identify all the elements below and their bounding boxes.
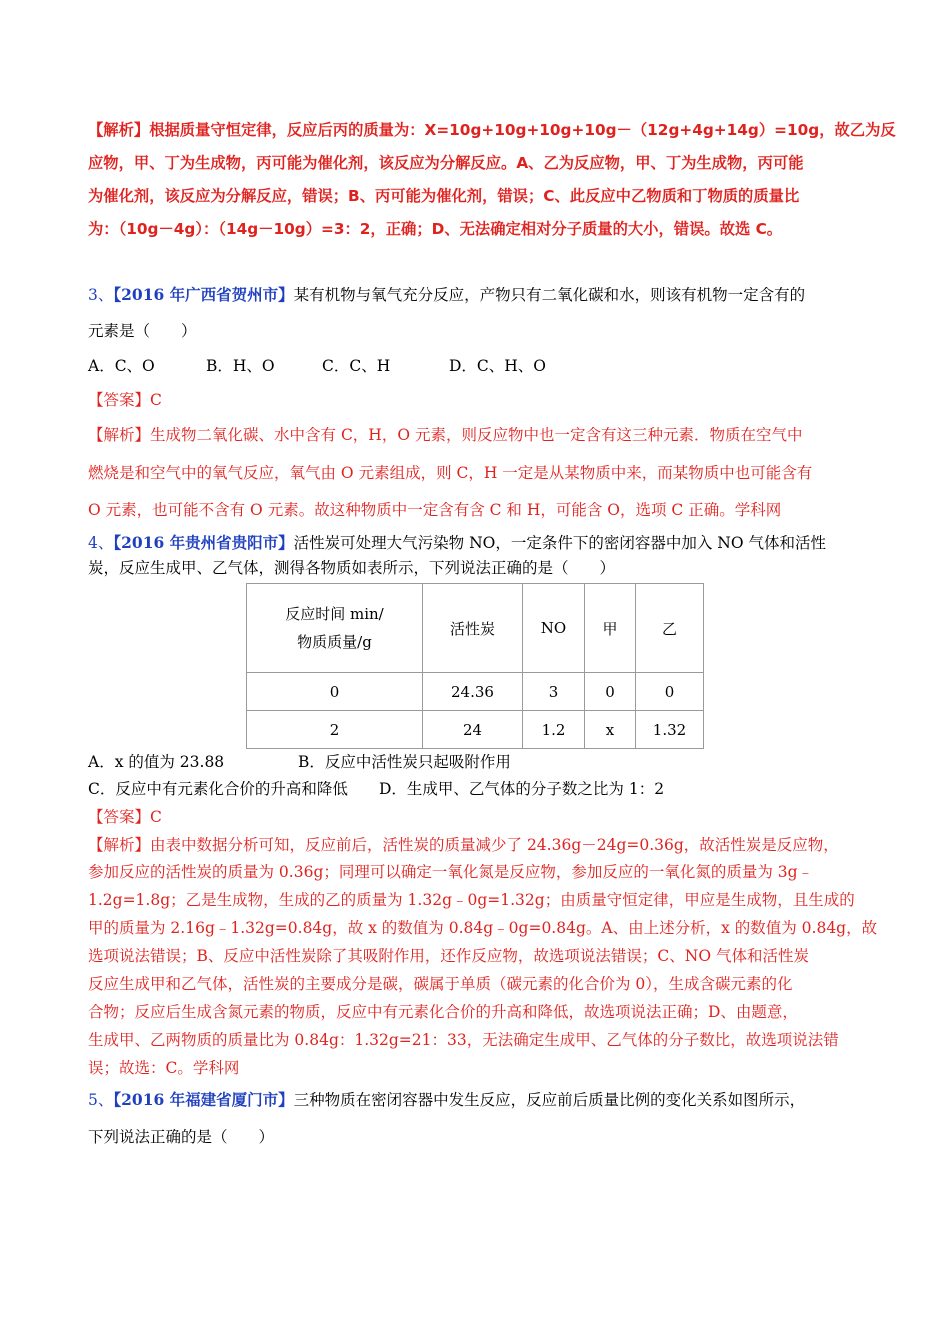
q3-stem-line-1: 3、【2016 年广西省贺州市】某有机物与氧气充分反应，产物只有二氧化碳和水，则该有机物一定含有的 [88,285,806,304]
table-header-jia: 甲 [585,584,636,673]
q5-stem-line-1: 5、【2016 年福建省厦门市】三种物质在密闭容器中发生反应，反应前后质量比例的变化关系如图所示， [88,1090,806,1109]
table-cell: 24.36 [423,673,523,711]
q4-analysis-line-4: 甲的质量为 2.16g﹣1.32g=0.84g，故 x 的数值为 0.84g﹣0g=0.84g。A、由上述分析，x 的数值为 0.84g，故 [88,919,878,937]
q2-analysis-line-1: 【解析】根据质量守恒定律，反应后丙的质量为：X=10g+10g+10g+10g－（12g+4g+14g）=10g，故乙为反 [88,121,896,139]
q3-number: 3、 [88,286,114,304]
table-header-no: NO [523,584,585,673]
q2-analysis-tag: 【解析】 [88,121,150,139]
q3-option-a: A．C、O [88,357,155,375]
q4-options-cd [88,777,868,799]
q3-analysis-tag: 【解析】 [88,426,151,444]
q2-analysis-line-3: 为催化剂，该反应为分解反应，错误；B、丙可能为催化剂，错误；C、此反应中乙物质和丁物质的质量比 [88,187,800,205]
q4-analysis-line-2: 参加反应的活性炭的质量为 0.36g；同理可以确定一氧化氮是反应物，参加反应的一氧化氮的质量为 3g﹣ [88,863,814,881]
q3-option-d: D．C、H、O [449,357,547,375]
q4-option-a: A．x 的值为 23.88 [88,753,225,771]
table-row [247,673,704,711]
q3-stem-line-2: 元素是（ ） [88,322,197,340]
q4-analysis-line-5: 选项说法错误；B、反应中活性炭除了其吸附作用，还作反应物，故选项说法错误；C、NO 气体和活性炭 [88,947,809,965]
q4-stem-line-2: 炭，反应生成甲、乙气体，测得各物质如表所示，下列说法正确的是（ ） [88,559,616,577]
q4-answer [88,805,868,827]
q2-analysis-line-4: 为：（10g－4g）：（14g－10g）=3：2，正确；D、无法确定相对分子质量的大小，错误。故选 C。 [88,220,783,238]
q3-option-c: C．C、H [322,357,391,375]
q3-answer [88,388,868,410]
q4-data-table [246,583,704,749]
q3-options [88,354,868,376]
q4-analysis-line-8: 生成甲、乙两物质的质量比为 0.84g：1.32g=21：33，无法确定生成甲、乙气体的分子数比，故选项说法错 [88,1031,839,1049]
table-cell: 2 [247,711,423,749]
q3-analysis-line-2: 燃烧是和空气中的氧气反应，氧气由 O 元素组成，则 C，H 一定是从某物质中来，而某物质中也可能含有 [88,464,813,482]
table-header-carbon: 活性炭 [423,584,523,673]
q4-stem-line-1: 4、【2016 年贵州省贵阳市】活性炭可处理大气污染物 NO，一定条件下的密闭容器中加入 NO 气体和活性 [88,533,826,552]
q5-number: 5、 [88,1091,114,1109]
q4-analysis-line-7: 合物；反应后生成含氮元素的物质，反应中有元素化合价的升高和降低，故选项说法正确；D、由题意， [88,1003,798,1021]
q4-analysis-tag: 【解析】 [88,836,151,854]
q4-number: 4、 [88,534,114,552]
q4-answer-value: C [150,808,162,826]
q5-stem-line-2: 下列说法正确的是（ ） [88,1128,275,1146]
table-cell: 0 [585,673,636,711]
table-cell: 3 [523,673,585,711]
q4-option-c: C．反应中有元素化合价的升高和降低 [88,780,348,798]
q4-analysis-line-3: 1.2g=1.8g；乙是生成物，生成的乙的质量为 1.32g﹣0g=1.32g；由质量守恒定律，甲应是生成物，且生成的 [88,891,855,909]
q4-option-d: D．生成甲、乙气体的分子数之比为 1：2 [379,780,665,798]
q3-analysis-line-3: O 元素，也可能不含有 O 元素。故这种物质中一定含有含 C 和 H，可能含 O，选项 C 正确。学科网 [88,501,782,519]
q4-analysis-line-1: 【解析】由表中数据分析可知，反应前后，活性炭的质量减少了 24.36g－24g=0.36g，故活性炭是反应物， [88,836,839,854]
q3-option-b: B．H、O [206,357,275,375]
q3-answer-tag: 【答案】 [88,391,151,409]
q3-analysis-line-1: 【解析】生成物二氧化碳、水中含有 C，H，O 元素，则反应物中也一定含有这三种元素．物质在空气中 [88,426,803,444]
q4-option-b: B．反应中活性炭只起吸附作用 [298,753,511,771]
q4-options-ab [88,750,868,772]
table-cell: 0 [636,673,704,711]
table-header-row [247,584,704,673]
table-cell: 0 [247,673,423,711]
q5-source: 【2016 年福建省厦门市】 [113,1090,294,1109]
table-cell: x [585,711,636,749]
q4-source: 【2016 年贵州省贵阳市】 [113,533,294,552]
table-header-time-mass: 反应时间 min/ 物质质量/g [247,584,423,673]
table-row [247,711,704,749]
q2-analysis-line-2: 应物，甲、丁为生成物，丙可能为催化剂，该反应为分解反应。A、乙为反应物，甲、丁为生成物，丙可能 [88,154,804,172]
q3-answer-value: C [150,391,162,409]
q4-analysis-line-6: 反应生成甲和乙气体，活性炭的主要成分是碳，碳属于单质（碳元素的化合价为 0），生成含碳元素的化 [88,975,793,993]
table-cell: 24 [423,711,523,749]
table-cell: 1.32 [636,711,704,749]
q4-answer-tag: 【答案】 [88,808,151,826]
table-header-yi: 乙 [636,584,704,673]
q3-source: 【2016 年广西省贺州市】 [113,285,294,304]
q4-analysis-line-9: 误；故选：C。学科网 [88,1059,240,1077]
table-cell: 1.2 [523,711,585,749]
